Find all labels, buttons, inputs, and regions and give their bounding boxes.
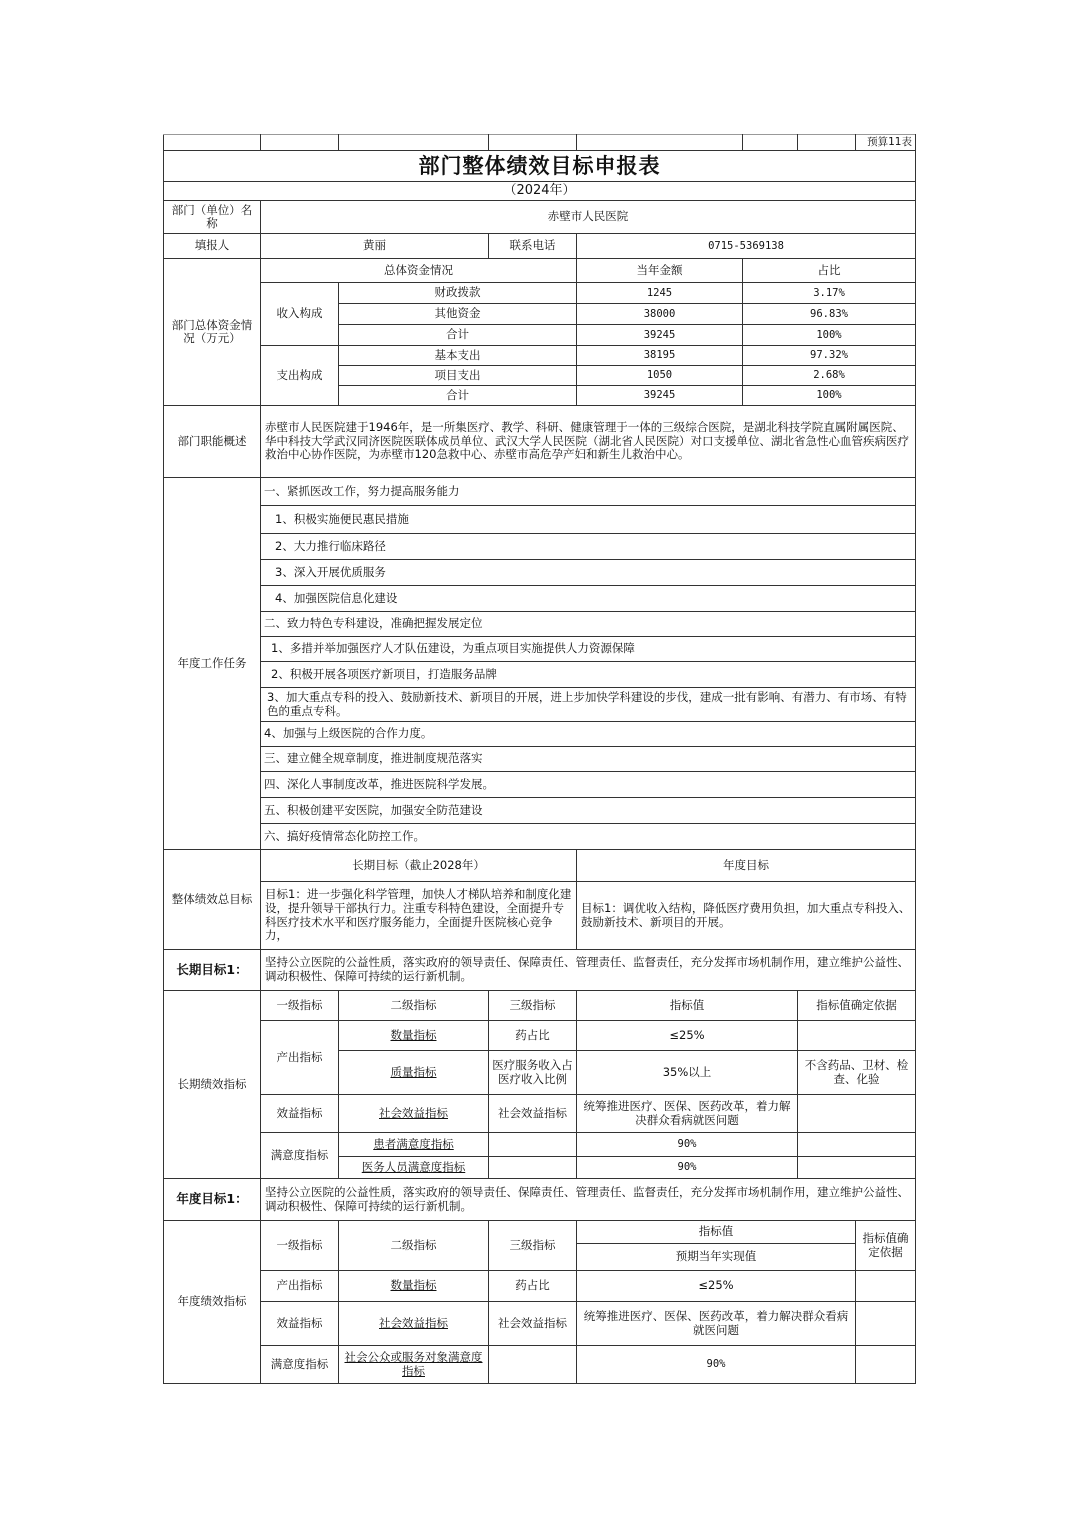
indicator-third: 社会效益指标 xyxy=(489,1095,577,1133)
col-expected: 预期当年实现值 xyxy=(577,1244,856,1271)
duty-label: 部门职能概述 xyxy=(164,406,261,478)
indicator-value: 统筹推进医疗、医保、医药改革，着力解决群众看病就医问题 xyxy=(577,1095,798,1133)
col-basis: 指标值确定依据 xyxy=(856,1221,916,1271)
indicator-value: ≤25% xyxy=(577,1021,798,1051)
indicator-basis xyxy=(798,1157,916,1179)
annual-goal-header: 年度目标 xyxy=(577,850,916,882)
report-year: （2024年） xyxy=(164,182,916,201)
indicator-basis: 不含药品、卫材、检查、化验 xyxy=(798,1051,916,1095)
filler-name: 黄丽 xyxy=(261,234,489,259)
long-goal-text: 目标1：进一步强化科学管理，加快人才梯队培养和制度化建设，提升领导干部执行力。注重专科特色建设，全面提升专科医疗技术水平和医疗服务能力，全面提升医院核心竞争力， xyxy=(261,882,577,950)
expense-label: 支出构成 xyxy=(261,346,339,406)
task-item: 3、加大重点专科的投入、鼓励新技术、新项目的开展，进上步加快学科建设的步伐，建成一批有影响、有潜力、有市场、有特色的重点专科。 xyxy=(261,688,916,722)
income-name: 其他资金 xyxy=(339,304,577,325)
indicator-second: 患者满意度指标 xyxy=(339,1133,489,1157)
task-item: 四、深化人事制度改革，推进医院科学发展。 xyxy=(261,772,916,798)
indicator-value: 90% xyxy=(577,1346,856,1384)
indicator-value: ≤25% xyxy=(577,1271,856,1302)
income-amount: 38000 xyxy=(577,304,743,325)
income-name: 财政拨款 xyxy=(339,283,577,304)
indicator-third xyxy=(489,1133,577,1157)
task-item: 2、大力推行临床路径 xyxy=(261,534,916,560)
income-ratio: 3.17% xyxy=(743,283,916,304)
indicator-basis xyxy=(798,1021,916,1051)
expense-amount: 1050 xyxy=(577,366,743,386)
indicator-third: 社会效益指标 xyxy=(489,1302,577,1346)
col-value: 指标值 xyxy=(577,991,798,1021)
col-value: 指标值 xyxy=(577,1221,856,1244)
form-code: 预算11表 xyxy=(856,135,916,151)
expense-name: 项目支出 xyxy=(339,366,577,386)
income-amount: 39245 xyxy=(577,325,743,346)
funds-header-item: 总体资金情况 xyxy=(261,259,577,283)
indicator-value: 统筹推进医疗、医保、医药改革，着力解决群众看病就医问题 xyxy=(577,1302,856,1346)
task-item: 1、积极实施便民惠民措施 xyxy=(261,506,916,534)
income-name: 合计 xyxy=(339,325,577,346)
dept-label: 部门（单位）名称 xyxy=(164,201,261,234)
annual-goal-label: 年度目标1： xyxy=(164,1179,261,1221)
expense-ratio: 100% xyxy=(743,386,916,406)
indicator-second: 数量指标 xyxy=(339,1271,489,1302)
col-second-level: 二级指标 xyxy=(339,1221,489,1271)
performance-form xyxy=(163,134,915,1384)
indicator-third xyxy=(489,1157,577,1179)
col-second-level: 二级指标 xyxy=(339,991,489,1021)
task-item: 五、积极创建平安医院，加强安全防范建设 xyxy=(261,798,916,824)
expense-name: 基本支出 xyxy=(339,346,577,366)
income-ratio: 96.83% xyxy=(743,304,916,325)
phone-label: 联系电话 xyxy=(489,234,577,259)
indicator-second: 医务人员满意度指标 xyxy=(339,1157,489,1179)
long-goal-statement: 坚持公立医院的公益性质，落实政府的领导责任、保障责任、管理责任、监督责任，充分发挥市场机制作用，建立维护公益性、调动积极性、保障可持续的运行新机制。 xyxy=(261,950,916,991)
income-ratio: 100% xyxy=(743,325,916,346)
funds-label: 部门总体资金情况（万元） xyxy=(164,259,261,406)
long-indicators-label: 长期绩效指标 xyxy=(164,991,261,1179)
indicator-third: 药占比 xyxy=(489,1271,577,1302)
indicator-second: 社会公众或服务对象满意度指标 xyxy=(339,1346,489,1384)
funds-header-amount: 当年金额 xyxy=(577,259,743,283)
indicator-value: 35%以上 xyxy=(577,1051,798,1095)
satisfaction-label: 满意度指标 xyxy=(261,1346,339,1384)
expense-amount: 38195 xyxy=(577,346,743,366)
task-item: 三、建立健全规章制度，推进制度规范落实 xyxy=(261,747,916,772)
task-item: 4、加强医院信息化建设 xyxy=(261,586,916,612)
output-label: 产出指标 xyxy=(261,1271,339,1302)
col-first-level: 一级指标 xyxy=(261,991,339,1021)
indicator-second: 数量指标 xyxy=(339,1021,489,1051)
task-item: 六、搞好疫情常态化防控工作。 xyxy=(261,824,916,850)
indicator-second: 质量指标 xyxy=(339,1051,489,1095)
output-label: 产出指标 xyxy=(261,1021,339,1095)
task-item: 一、紧抓医改工作，努力提高服务能力 xyxy=(261,478,916,506)
col-first-level: 一级指标 xyxy=(261,1221,339,1271)
indicator-basis xyxy=(798,1133,916,1157)
funds-header-ratio: 占比 xyxy=(743,259,916,283)
tasks-label: 年度工作任务 xyxy=(164,478,261,850)
indicator-third xyxy=(489,1346,577,1384)
indicator-value: 90% xyxy=(577,1133,798,1157)
expense-amount: 39245 xyxy=(577,386,743,406)
filler-label: 填报人 xyxy=(164,234,261,259)
indicator-second: 社会效益指标 xyxy=(339,1095,489,1133)
task-item: 1、多措并举加强医疗人才队伍建设，为重点项目实施提供人力资源保障 xyxy=(261,637,916,662)
col-basis: 指标值确定依据 xyxy=(798,991,916,1021)
expense-name: 合计 xyxy=(339,386,577,406)
indicator-basis xyxy=(798,1095,916,1133)
task-item: 2、积极开展各项医疗新项目，打造服务品牌 xyxy=(261,662,916,688)
effect-label: 效益指标 xyxy=(261,1095,339,1133)
duty-text: 赤壁市人民医院建于1946年，是一所集医疗、教学、科研、健康管理于一体的三级综合医院，是湖北科技学院直属附属医院、华中科技大学武汉同济医院医联体成员单位、武汉大学人民医院（湖北省人民医院）对口支援单位、湖北省急性心血管疾病医疗救治中心协作医院，为赤壁市120急救中心、赤壁市高危孕产妇和新生儿救治中心。 xyxy=(261,406,916,478)
long-goal-label: 长期目标1： xyxy=(164,950,261,991)
long-goal-header: 长期目标（截止2028年） xyxy=(261,850,577,882)
income-label: 收入构成 xyxy=(261,283,339,346)
annual-indicators-label: 年度绩效指标 xyxy=(164,1221,261,1384)
indicator-third: 药占比 xyxy=(489,1021,577,1051)
page-title: 部门整体绩效目标申报表 xyxy=(164,151,916,182)
expense-ratio: 2.68% xyxy=(743,366,916,386)
col-third-level: 三级指标 xyxy=(489,991,577,1021)
annual-goal-statement: 坚持公立医院的公益性质，落实政府的领导责任、保障责任、管理责任、监督责任，充分发挥市场机制作用，建立维护公益性、调动积极性、保障可持续的运行新机制。 xyxy=(261,1179,916,1221)
task-item: 二、致力特色专科建设，准确把握发展定位 xyxy=(261,612,916,637)
income-amount: 1245 xyxy=(577,283,743,304)
indicator-value: 90% xyxy=(577,1157,798,1179)
dept-name: 赤壁市人民医院 xyxy=(261,201,916,234)
annual-goal-text: 目标1：调优收入结构，降低医疗费用负担，加大重点专科投入、鼓励新技术、新项目的开展。 xyxy=(577,882,916,950)
expense-ratio: 97.32% xyxy=(743,346,916,366)
effect-label: 效益指标 xyxy=(261,1302,339,1346)
form-table xyxy=(163,134,916,1384)
col-third-level: 三级指标 xyxy=(489,1221,577,1271)
indicator-third: 医疗服务收入占医疗收入比例 xyxy=(489,1051,577,1095)
task-item: 3、深入开展优质服务 xyxy=(261,560,916,586)
task-item: 4、加强与上级医院的合作力度。 xyxy=(261,722,916,747)
overall-label: 整体绩效总目标 xyxy=(164,850,261,950)
phone-value: 0715-5369138 xyxy=(577,234,916,259)
indicator-second: 社会效益指标 xyxy=(339,1302,489,1346)
satisfaction-label: 满意度指标 xyxy=(261,1133,339,1179)
